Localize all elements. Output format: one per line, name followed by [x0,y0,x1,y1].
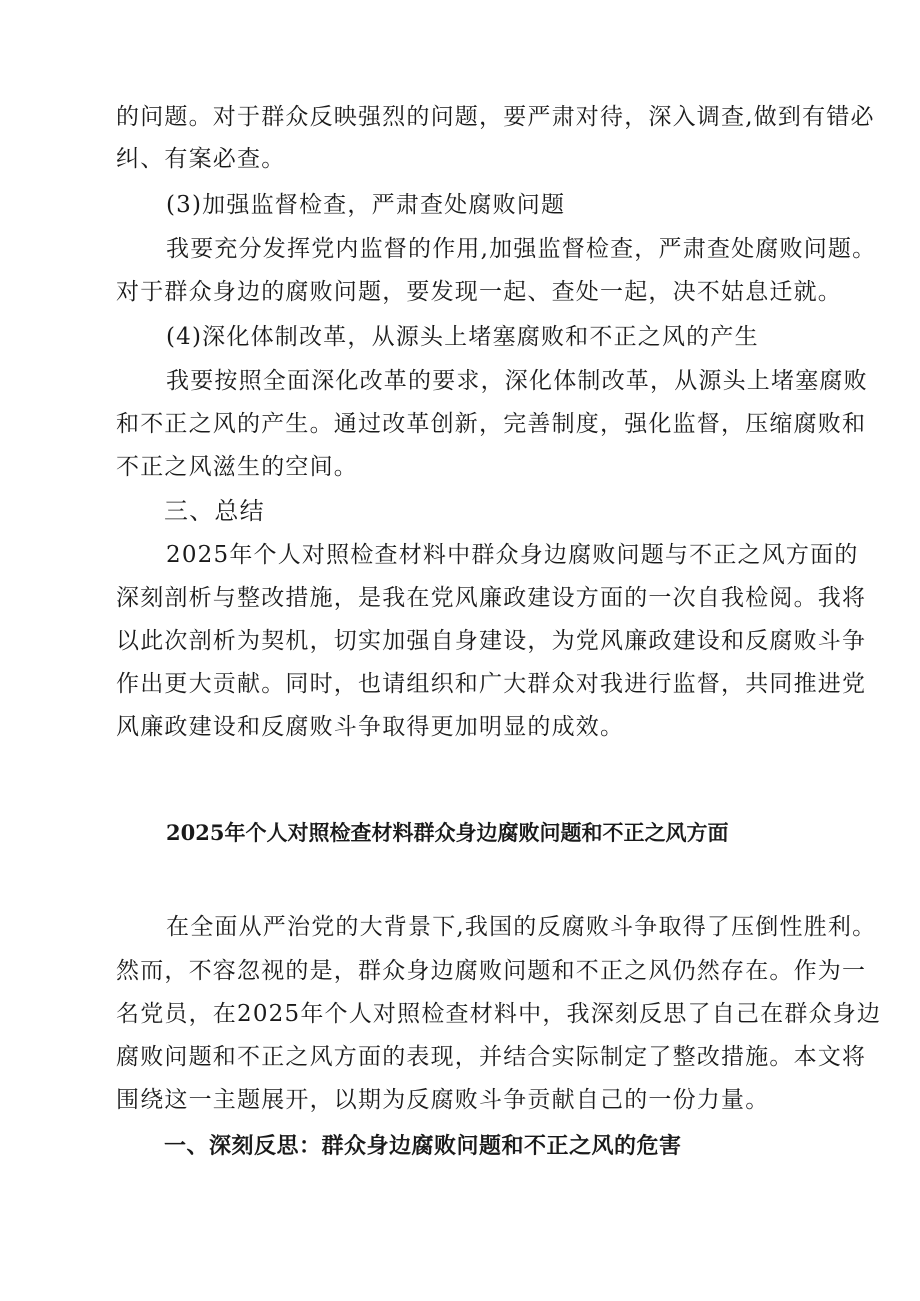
text-line: 作出更大贡献。同时，也请组织和广大群众对我进行监督，共同推进党 [116,671,867,697]
text-line: 在全面从严治党的大背景下,我国的反腐败斗争取得了压倒性胜利。 [166,914,877,940]
text-line: 然而，不容忽视的是，群众身边腐败问题和不正之风仍然存在。作为一 [116,958,867,984]
text-line: 深刻剖析与整改措施，是我在党风廉政建设方面的一次自我检阅。我将 [116,585,867,611]
text-line: 的问题。对于群众反映强烈的问题，要严肃对待，深入调查,做到有错必 [116,104,875,130]
article-title: 2025年个人对照检查材料群众身边腐败问题和不正之风方面 [166,820,729,845]
text-line: 不正之风滋生的空间。 [116,454,358,480]
section-heading-summary: 三、总结 [164,497,265,525]
text-line: 以此次剖析为契机，切实加强自身建设，为党风廉政建设和反腐败斗争 [116,628,867,654]
text-line: 风廉政建设和反腐败斗争取得更加明显的成效。 [116,714,625,740]
text-line: 对于群众身边的腐败问题，要发现一起、查处一起，决不姑息迁就。 [116,279,842,305]
text-line: 围绕这一主题展开，以期为反腐败斗争贡献自己的一份力量。 [116,1087,770,1113]
text-line: 腐败问题和不正之风方面的表现，并结合实际制定了整改措施。本文将 [116,1044,867,1070]
text-line: 和不正之风的产生。通过改革创新，完善制度，强化监督，压缩腐败和 [116,411,867,437]
text-line: 纠、有案必查。 [116,146,286,172]
text-line: 2025年个人对照检查材料中群众身边腐败问题与不正之风方面的 [166,542,859,568]
text-line: 我要充分发挥党内监督的作用,加强监督检查，严肃查处腐败问题。 [166,236,877,262]
subheading-3: (3)加强监督检查，严肃查处腐败问题 [166,192,566,218]
text-line: 名党员，在2025年个人对照检查材料中，我深刻反思了自己在群众身边 [116,1001,882,1027]
section-heading-reflection: 一、深刻反思：群众身边腐败问题和不正之风的危害 [164,1134,682,1159]
text-line: 我要按照全面深化改革的要求，深化体制改革，从源头上堵塞腐败 [166,368,868,394]
subheading-4: (4)深化体制改革，从源头上堵塞腐败和不正之风的产生 [166,324,759,350]
